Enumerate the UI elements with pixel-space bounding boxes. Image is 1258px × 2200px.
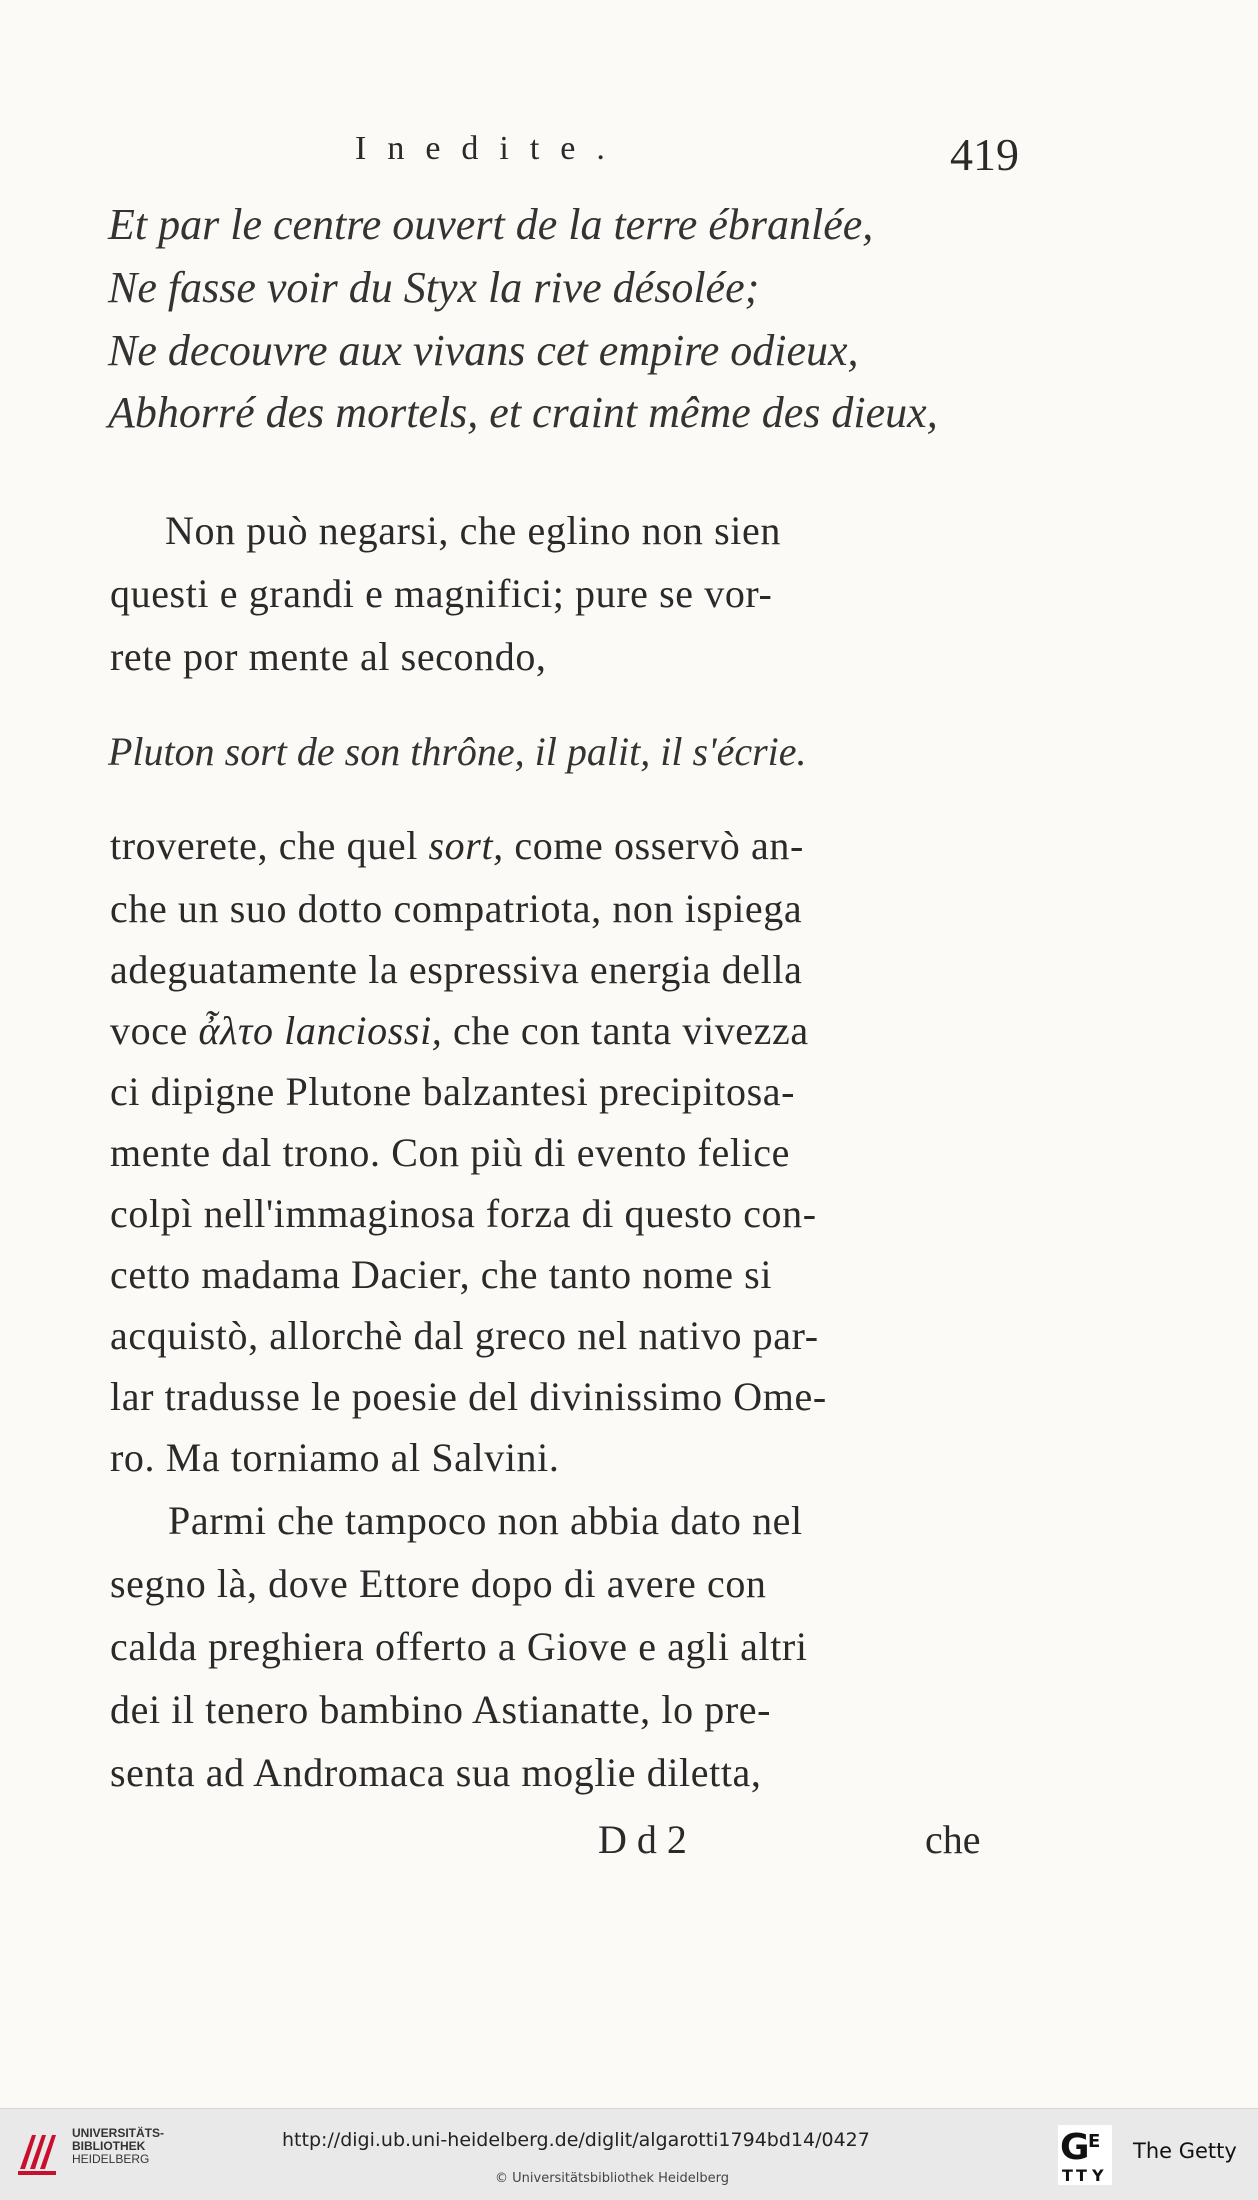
paragraph-line: colpì nell'immaginosa forza di questo con- (110, 1191, 817, 1236)
paragraph-line: Parmi che tampoco non abbia dato nel (168, 1498, 803, 1543)
sponsor-name[interactable]: The Getty (1133, 2139, 1237, 2163)
viewer-footer (0, 2108, 1258, 2200)
page-number: 419 (950, 129, 1019, 180)
paragraph-line: cetto madama Dacier, che tanto nome si (110, 1252, 773, 1297)
paragraph-line: dei il tenero bambino Astianatte, lo pre- (110, 1687, 772, 1732)
paragraph-line: questi e grandi e magnifici; pure se vor- (110, 571, 773, 616)
quoted-verse: Pluton sort de son thrône, il palit, il s'écrie. (108, 729, 807, 774)
running-head: Inedite. (355, 130, 626, 167)
university-library-logo-icon[interactable] (12, 2125, 68, 2181)
paragraph-line: acquistò, allorchè dal greco nel nativo par- (110, 1313, 819, 1358)
paragraph-line: ci dipigne Plutone balzantesi precipitosa- (110, 1069, 796, 1114)
paragraph-line: Non può negarsi, che eglino non sien (165, 508, 781, 553)
svg-text:E: E (1088, 2131, 1101, 2152)
paragraph-line: troverete, che quel sort, come osservò an- (110, 823, 804, 868)
svg-text:G: G (1060, 2127, 1090, 2168)
paragraph-line: rete por mente al secondo, (110, 634, 547, 679)
paragraph-line: adeguatamente la espressiva energia della (110, 947, 803, 992)
paragraph-line: lar tradusse le poesie del divinissimo Ome- (110, 1374, 827, 1419)
verse-line: Abhorré des mortels, et craint même des dieux, (108, 388, 938, 437)
permalink-url[interactable]: http://digi.ub.uni-heidelberg.de/diglit/algarotti1794bd14/0427 (282, 2129, 870, 2151)
svg-text:Y: Y (1092, 2166, 1104, 2185)
verse-line: Et par le centre ouvert de la terre ébranlée, (108, 200, 874, 249)
paragraph-line: ro. Ma torniamo al Salvini. (110, 1435, 560, 1480)
paragraph-line: segno là, dove Ettore dopo di avere con (110, 1561, 767, 1606)
verse-line: Ne decouvre aux vivans cet empire odieux, (108, 326, 859, 375)
greek-word: ἆλτο (198, 1008, 274, 1053)
paragraph-line: voce ἆλτο lanciossi, che con tanta vivezza (110, 1008, 809, 1053)
copyright-notice: © Universitätsbibliothek Heidelberg (495, 2171, 730, 2186)
verse-line: Ne fasse voir du Styx la rive désolée; (108, 263, 760, 312)
signature-mark: D d 2 (598, 1817, 687, 1862)
paragraph-line: calda preghiera offerto a Giove e agli altri (110, 1624, 808, 1669)
getty-logo-icon[interactable] (1058, 2125, 1112, 2185)
svg-text:T: T (1062, 2166, 1073, 2185)
paragraph-line: senta ad Andromaca sua moglie diletta, (110, 1750, 762, 1795)
paragraph-line: che un suo dotto compatriota, non ispiega (110, 886, 803, 931)
svg-text:T: T (1076, 2166, 1087, 2185)
university-library-name: UNIVERSITÄTS- BIBLIOTHEK HEIDELBERG (72, 2126, 165, 2166)
paragraph-line: mente dal trono. Con più di evento felice (110, 1130, 790, 1175)
catchword: che (925, 1817, 981, 1862)
